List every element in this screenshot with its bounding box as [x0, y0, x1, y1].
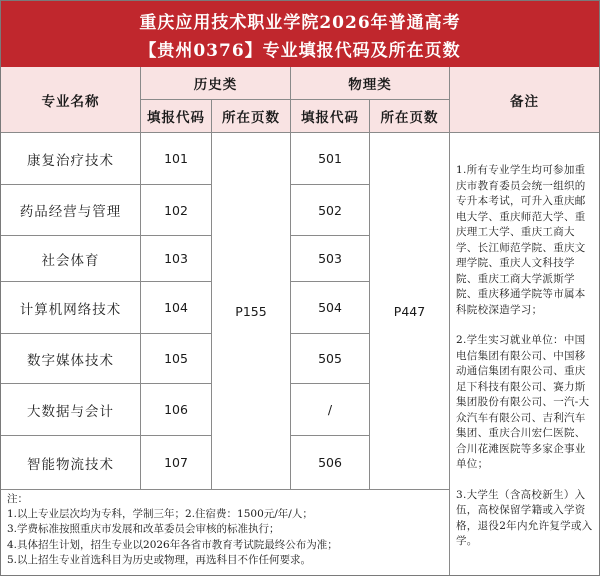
notes-title: 注： — [7, 493, 28, 505]
remark-1: 1.所有专业学生均可参加重庆市教育委员会统一组织的专升本考试，可升入重庆邮电大学、重庆师范大学、重庆理工大学、重庆工商大学、长江师范学院、重庆文理学院、重庆人文科技学院、重庆工商大学派斯学院、重庆移通学院等市属本科院校深造学习； — [456, 164, 586, 316]
row-6-major: 大数据与会计 — [1, 384, 141, 436]
row-4-physics-code: 504 — [291, 282, 370, 334]
header-physics-page: 所在页数 — [370, 100, 450, 133]
row-2-major: 药品经营与管理 — [1, 185, 141, 236]
header-physics-code: 填报代码 — [291, 100, 370, 133]
title-banner — [1, 1, 599, 67]
row-3-history-code: 103 — [141, 236, 212, 282]
row-4-history-code: 104 — [141, 282, 212, 334]
row-7-physics-code: 506 — [291, 436, 370, 490]
row-7-major: 智能物流技术 — [1, 436, 141, 490]
remarks-column — [450, 133, 599, 575]
remark-2: 2.学生实习就业单位：中国电信集团有限公司、中国移动通信集团有限公司、重庆足下科技有限公司、赛力斯集团股份有限公司、一汽-大众汽车有限公司、吉利汽车集团、重庆合川宏仁医院、合川花滩医院等多家企事业单位； — [456, 334, 590, 470]
row-4-major: 计算机网络技术 — [1, 282, 141, 334]
remark-3: 3.大学生（含高校新生）入伍，高校保留学籍或入学资格，退役2年内允许复学或入学。 — [456, 488, 593, 547]
title-line-1: 重庆应用技术职业学院2026年普通高考 — [139, 13, 461, 33]
row-3-major: 社会体育 — [1, 236, 141, 282]
row-1-major: 康复治疗技术 — [1, 133, 141, 185]
notes-section — [1, 490, 450, 575]
row-6-physics-code: / — [291, 384, 370, 436]
row-5-physics-code: 505 — [291, 334, 370, 384]
header-history-page: 所在页数 — [212, 100, 291, 133]
row-7-history-code: 107 — [141, 436, 212, 490]
note-1: 1.以上专业层次均为专科，学制三年；2.住宿费：1500元/年/人； — [7, 508, 313, 521]
header-physics-group: 物理类 — [291, 67, 450, 100]
header-history-code: 填报代码 — [141, 100, 212, 133]
title-line-2: 【贵州0376】专业填报代码及所在页数 — [139, 41, 461, 61]
row-6-history-code: 106 — [141, 384, 212, 436]
header-remarks: 备注 — [450, 67, 599, 133]
header-history-group: 历史类 — [141, 67, 291, 100]
row-5-major: 数字媒体技术 — [1, 334, 141, 384]
row-5-history-code: 105 — [141, 334, 212, 384]
note-2: 3.学费标准按照重庆市发展和改革委员会审核的标准执行； — [7, 523, 280, 536]
row-2-history-code: 102 — [141, 185, 212, 236]
row-1-history-code: 101 — [141, 133, 212, 185]
note-4: 5.以上招生专业首选科目为历史或物理，再选科目不作任何要求。 — [7, 553, 312, 566]
row-1-physics-code: 501 — [291, 133, 370, 185]
note-3: 4.具体招生计划，招生专业以2026年各省市教育考试院最终公布为准； — [7, 538, 338, 551]
row-2-physics-code: 502 — [291, 185, 370, 236]
header-major-name: 专业名称 — [1, 67, 141, 133]
physics-page-merged: P447 — [370, 133, 450, 490]
history-page-merged: P155 — [212, 133, 291, 490]
row-3-physics-code: 503 — [291, 236, 370, 282]
